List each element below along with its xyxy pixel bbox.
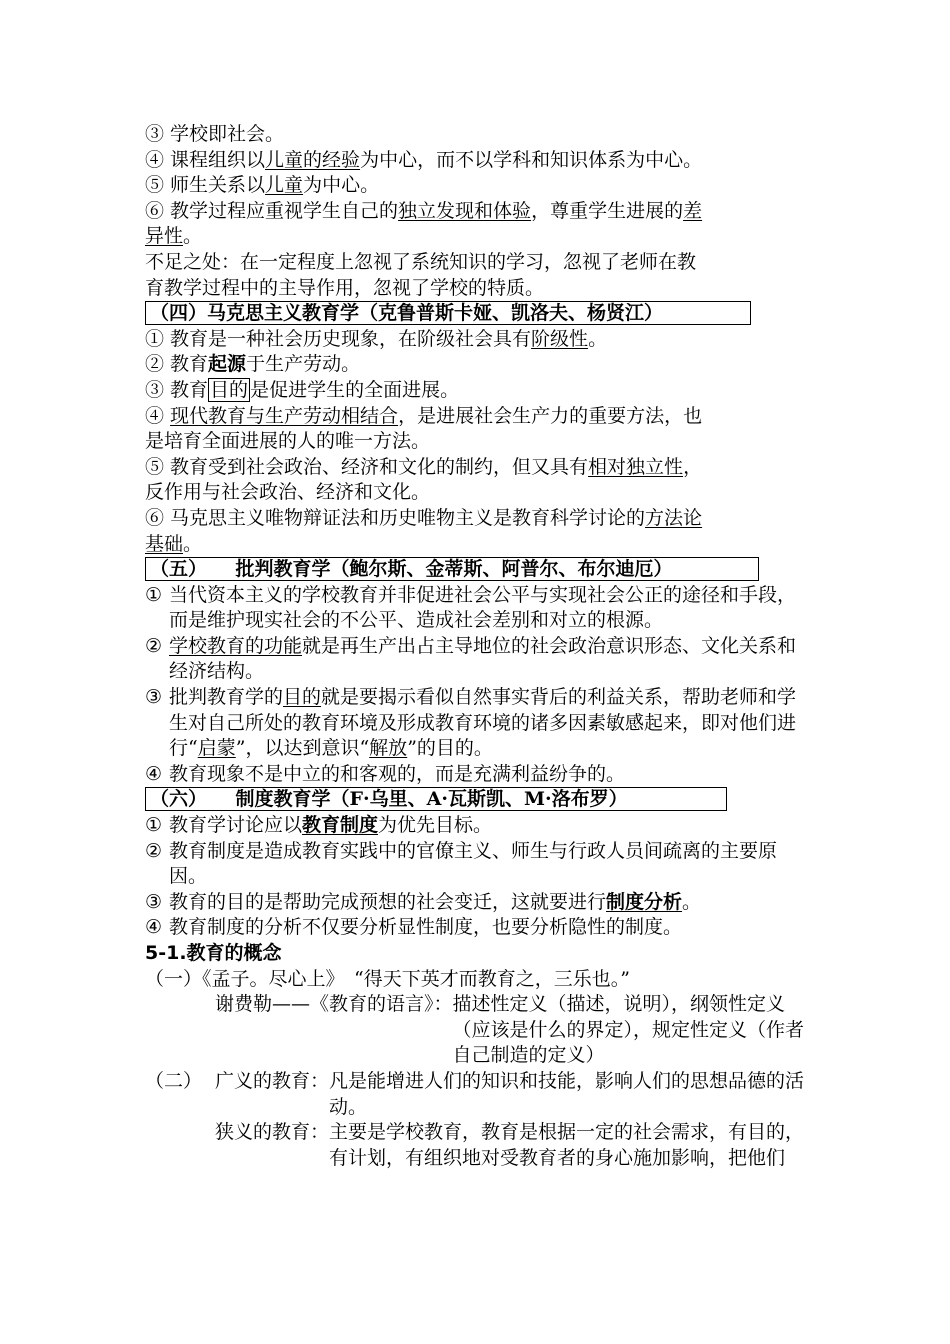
institutional-point-2: ② 教育制度是造成教育实践中的官僚主义、师生与行政人员间疏离的主要原因。 [145, 839, 778, 888]
dewey-point-3: ③ 学校即社会。 [145, 123, 285, 145]
critical-point-1: ① 当代资本主义的学校教育并非促进社会公平与实现社会公正的途径和手段，而是维护现实社会的不公平、造成社会差别和对立的根源。 [145, 583, 797, 632]
institutional-point-1: ① 教育学讨论应以教育制度为优先目标。 [145, 814, 493, 837]
marx-point-4-cont: 是培育全面进展的人的唯一方法。 [145, 430, 431, 453]
marx-point-6-cont: 基础。 [145, 532, 203, 555]
critical-point-2: ② 学校教育的功能就是再生产出占主导地位的社会政治意识形态、文化关系和经济结构。 [145, 634, 797, 683]
document-page [145, 122, 810, 1171]
marx-point-2: ② 教育起源于生产劳动。 [145, 353, 361, 376]
dewey-point-5: ⑤ 师生关系以儿童为中心。 [145, 174, 380, 197]
section-heading-marxist: （四）马克思主义教育学（克鲁普斯卡娅、凯洛夫、杨贤江） [145, 301, 751, 325]
dewey-point-4: ④ 课程组织以儿童的经验为中心，而不以学科和知识体系为中心。 [145, 148, 703, 171]
institutional-point-3: ③ 教育的目的是帮助完成预想的社会变迁，这就要进行制度分析。 [145, 890, 702, 913]
section-heading-institutional: （六） 制度教育学（F·乌里、A·瓦斯凯、M·洛布罗） [145, 787, 727, 811]
marx-point-5-cont: 反作用与社会政治、经济和文化。 [145, 481, 431, 504]
dewey-weakness: 不足之处：在一定程度上忽视了系统知识的学习，忽视了老师在教 [145, 250, 697, 273]
section-heading-critical: （五） 批判教育学（鲍尔斯、金蒂斯、阿普尔、布尔迪厄） [145, 557, 759, 581]
critical-point-4: ④ 教育现象不是中立的和客观的，而是充满利益纷争的。 [145, 762, 626, 785]
institutional-point-4: ④ 教育制度的分析不仅要分析显性制度，也要分析隐性的制度。 [145, 916, 683, 939]
concept-narrow: 狭义的教育： 主要是学校教育，教育是根据一定的社会需求，有目的，有计划，有组织地对受教育者的身心施加影响，把他们 [215, 1121, 805, 1169]
dewey-point-6-cont: 异性。 [145, 225, 203, 248]
dewey-weakness-cont: 育教学过程中的主导作用，忽视了学校的特质。 [145, 276, 545, 299]
concept-line-mencius: （一）《孟子。尽心上》 “得天下英才而教育之，三乐也。” [145, 967, 630, 990]
marx-point-6: ⑥ 马克思主义唯物辩证法和历史唯物主义是教育科学讨论的方法论 [145, 506, 703, 529]
concept-scheffler: 谢费勒——《教育的语言》： 描述性定义（描述，说明），纲领性定义（应该是什么的界定），规定性定义（作者自己制造的定义） [215, 993, 805, 1067]
critical-point-3: ③ 批判教育学的目的就是要揭示看似自然事实背后的利益关系，帮助老师和学生对自己所处的教育环境及形成教育环境的诸多因素敏感起来，即对他们进行“启蒙”，以达到意识“解放”的目的。 [145, 686, 797, 760]
section-heading-concept: 5-1.教育的概念 [145, 942, 282, 964]
marx-point-5: ⑤ 教育受到社会政治、经济和文化的制约，但又具有相对独立性， [145, 455, 703, 478]
marx-point-3: ③ 教育 目的 是促进学生的全面进展。 [145, 378, 460, 401]
concept-broad: （二） 广义的教育： 凡是能增进人们的知识和技能，影响人们的思想品德的活动。 [145, 1069, 805, 1118]
marx-point-1: ① 教育是一种社会历史现象，在阶级社会具有阶级性。 [145, 327, 608, 350]
dewey-point-6: ⑥ 教学过程应重视学生自己的独立发现和体验，尊重学生进展的差 [145, 199, 703, 222]
marx-point-4: ④ 现代教育与生产劳动相结合，是进展社会生产力的重要方法，也 [145, 404, 703, 427]
